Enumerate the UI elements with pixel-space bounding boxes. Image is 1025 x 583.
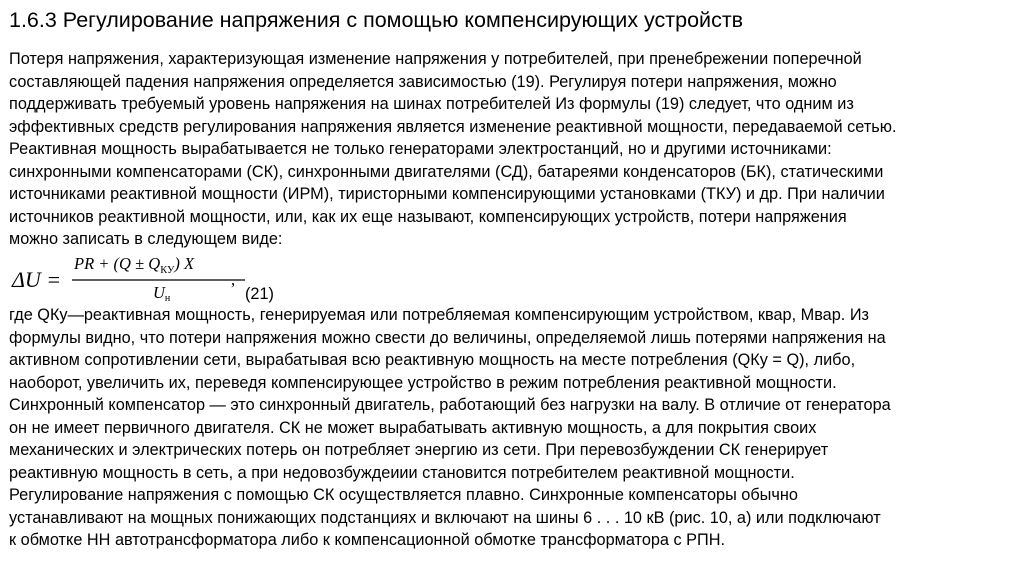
text-line: он не имеет первичного двигателя. СК не может вырабатывать активную мощность, а для покрытия своих — [9, 418, 817, 437]
text-line: источниками реактивной мощности (ИРМ), тиристорными компенсирующими установками (ТКУ) и др. При наличии — [9, 185, 885, 203]
text-line: составляющей падения напряжения определяется зависимостью (19). Регулируя потери напряжения, можно — [9, 72, 837, 91]
equation-number: (21) — [245, 285, 274, 303]
text-line: Реактивная мощность вырабатывается не только генераторами электростанций, но и другими источниками: — [9, 140, 832, 158]
text-line: синхронными компенсаторами (СК), синхронными двигателями (СД), батареями конденсаторов (БК), статическими — [9, 162, 884, 181]
text-line: механических и электрических потерь он потребляет энергию из сети. При перевозбуждении СК генерирует — [9, 441, 829, 459]
text-line: реактивную мощность в сеть, а при недовозбуждеиии становится потребителем реактивной мощности. — [9, 463, 795, 482]
text-line: поддерживать требуемый уровень напряжения на шинах потребителей Из формулы (19) следует, что одним из — [9, 95, 854, 113]
text-line: наоборот, увеличить их, переведя компенсирующее устройство в режим потребления реактивной мощности. — [9, 373, 837, 392]
section-heading: 1.6.3 Регулирование напряжения с помощью компенсирующих устройств — [9, 8, 744, 32]
formula-numerator-sub: КУ — [160, 265, 175, 276]
formula-denominator — [153, 283, 171, 304]
text-line: эффективных средств регулирования напряжения является изменение реактивной мощности, передаваемой сетью. — [9, 117, 897, 136]
text-line: источников реактивной мощности, или, как их еще называют, компенсирующих устройств, потери напряжения — [9, 207, 847, 226]
text-line: формулы видно, что потери напряжения можно свести до величины, определяемой лишь потерями напряжения на — [9, 328, 886, 347]
text-line: Регулирование напряжения с помощью СК осуществляется плавно. Синхронные компенсаторы обычно — [9, 486, 798, 504]
formula-lhs: ΔU = — [12, 267, 62, 292]
formula-comma: , — [231, 270, 236, 289]
paragraph-explanation — [9, 304, 891, 552]
formula-denominator-main: U — [153, 283, 165, 302]
text-line: Потеря напряжения, характеризующая изменение напряжения у потребителей, при пренебрежении поперечной — [9, 50, 862, 68]
formula-numerator — [73, 254, 195, 276]
text-line: устанавливают на мощных понижающих подстанциях и включают на шины 6 . . . 10 кВ (рис. 10, а) или подключают — [9, 508, 881, 527]
text-line: где QКу—реактивная мощность, генерируемая или потребляемая компенсирующим устройством, квар, Мвар. Из — [9, 306, 869, 324]
text-line: к обмотке НН автотрансформатора либо к компенсационной обмотке трансформатора с РПН. — [9, 531, 726, 549]
text-line: Синхронный компенсатор — это синхронный двигатель, работающий без нагрузки на валу. В отличие от генератора — [9, 396, 891, 414]
text-line: активном сопротивлении сети, вырабатывая всю реактивную мощность на месте потребления (QКу = Q), либо, — [9, 351, 856, 369]
paragraph-intro — [9, 48, 897, 251]
text-line: можно записать в следующем виде: — [9, 230, 283, 248]
formula-numerator-main: PR + (Q ± Q — [74, 254, 161, 273]
formula-numerator-tail: ) X — [174, 254, 195, 273]
formula-denominator-sub: н — [164, 293, 171, 304]
